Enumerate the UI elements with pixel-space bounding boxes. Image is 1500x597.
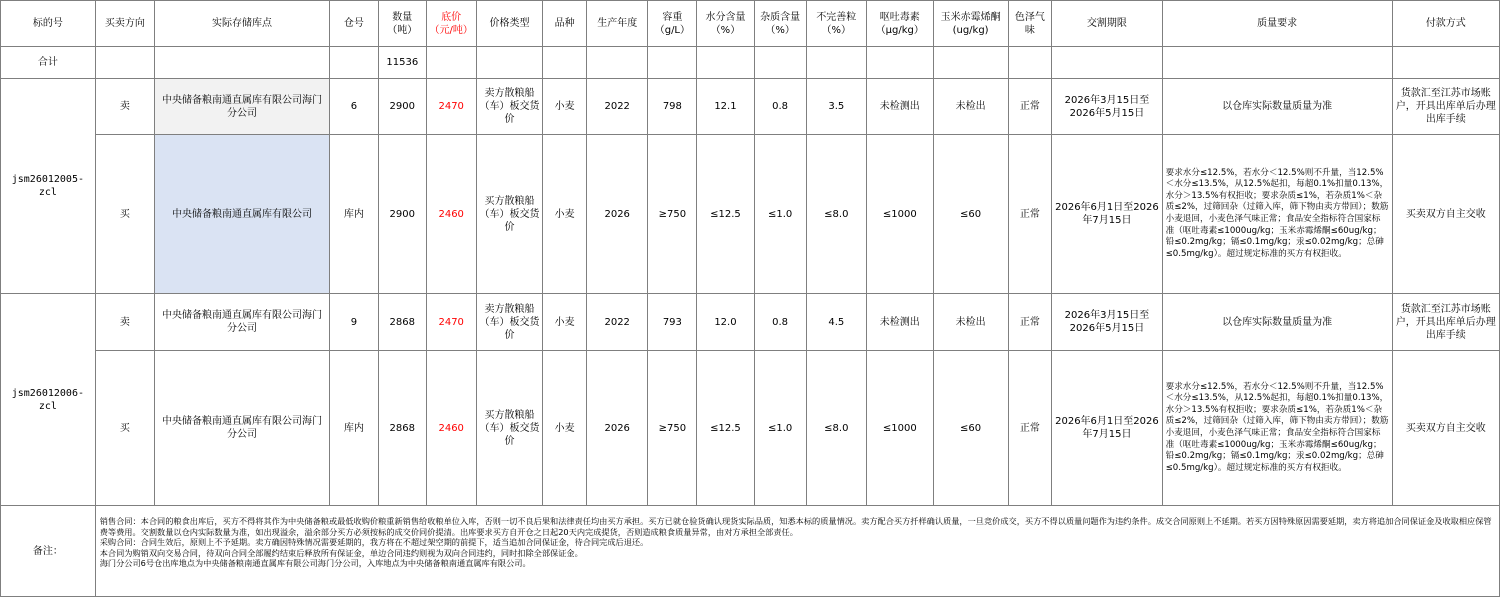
header-floor-price — [426, 1, 476, 47]
notes-row — [1, 506, 1500, 597]
header-impurity-line2: （%） — [765, 24, 795, 36]
don-cell: 未检测出 — [867, 79, 934, 135]
location-cell: 中央储备粮南通直属库有限公司 — [155, 135, 330, 294]
zen-cell: ≤60 — [933, 351, 1008, 506]
impurity-cell: 0.8 — [754, 79, 806, 135]
imperfect-cell: ≤8.0 — [806, 351, 866, 506]
header-zen — [933, 1, 1008, 47]
header-density-line1: 容重 — [662, 11, 683, 23]
zen-cell: 未检出 — [933, 79, 1008, 135]
quantity-cell: 2900 — [378, 135, 426, 294]
header-quantity-line2: （吨） — [387, 24, 418, 36]
header-don-line1: 呕吐毒素 — [879, 11, 920, 23]
impurity-cell: ≤1.0 — [754, 351, 806, 506]
header-don — [867, 1, 934, 47]
header-variety: 品种 — [543, 1, 587, 47]
price-cell: 2470 — [426, 294, 476, 351]
don-cell: ≤1000 — [867, 135, 934, 294]
density-cell: ≥750 — [648, 351, 697, 506]
quantity-cell: 2900 — [378, 79, 426, 135]
period-cell: 2026年3月15日至2026年5月15日 — [1052, 79, 1162, 135]
header-color-line1: 色泽气 — [1014, 11, 1045, 23]
warehouse-cell: 6 — [329, 79, 378, 135]
moisture-cell: 12.1 — [697, 79, 754, 135]
notes-line-purchase: 采购合同：合同生效后，原则上不予延期。卖方确因特殊情况需要延期的，我方将在不超过架空期的前提下，适当追加合同保证金，待合同完成后退还。 — [99, 537, 649, 548]
lot-number: jsm26012005-zcl — [1, 79, 96, 294]
header-row — [1, 1, 1500, 47]
table-row — [1, 135, 1500, 294]
imperfect-cell: ≤8.0 — [806, 135, 866, 294]
year-cell: 2026 — [587, 351, 648, 506]
header-color-line2: 味 — [1024, 24, 1035, 36]
price-cell: 2470 — [426, 79, 476, 135]
total-row — [1, 47, 1500, 79]
direction-cell: 买 — [95, 135, 154, 294]
quantity-cell: 2868 — [378, 351, 426, 506]
direction-cell: 卖 — [95, 294, 154, 351]
density-cell: ≥750 — [648, 135, 697, 294]
location-cell: 中央储备粮南通直属库有限公司海门分公司 — [155, 351, 330, 506]
density-cell: 793 — [648, 294, 697, 351]
impurity-cell: 0.8 — [754, 294, 806, 351]
table-row — [1, 294, 1500, 351]
header-quantity — [378, 1, 426, 47]
header-direction: 买卖方向 — [95, 1, 154, 47]
payment-cell: 货款汇至江苏市场账户，开具出库单后办理出库手续 — [1392, 79, 1499, 135]
color-cell: 正常 — [1008, 135, 1052, 294]
price-type-cell: 卖方散粮船（车）板交货价 — [476, 79, 543, 135]
don-cell: ≤1000 — [867, 351, 934, 506]
payment-cell: 货款汇至江苏市场账户，开具出库单后办理出库手续 — [1392, 294, 1499, 351]
header-payment: 付款方式 — [1392, 1, 1499, 47]
variety-cell: 小麦 — [543, 135, 587, 294]
year-cell: 2022 — [587, 79, 648, 135]
header-density — [648, 1, 697, 47]
quality-cell: 要求水分≤12.5%，若水分＜12.5%则不升量，当12.5%＜水分≤13.5%，从12.5%起扣，每超0.1%扣量0.13%，水分＞13.5%有权拒收；要求杂质≤1%，若杂质1%＜杂质≤2%，过筛回杂（过筛入库，筛下物由卖方带回）；数筋小麦退回，小麦色泽气味正常；食品安全指标符合国家标准（呕吐毒素≤1000ug/kg；玉米赤霉烯酮≤60ug/kg；铅≤0.2mg/kg；镉≤0.1mg/kg；汞≤0.02mg/kg；总砷≤0.5mg/kg）。超过规定标准的买方有权拒收。 — [1162, 351, 1392, 506]
period-cell: 2026年6月1日至2026年7月15日 — [1052, 135, 1162, 294]
warehouse-cell: 9 — [329, 294, 378, 351]
header-moisture-line2: （%） — [710, 24, 741, 36]
moisture-cell: ≤12.5 — [697, 135, 754, 294]
header-quantity-line1: 数量 — [392, 11, 413, 23]
impurity-cell: ≤1.0 — [754, 135, 806, 294]
zen-cell: ≤60 — [933, 135, 1008, 294]
header-zen-line2: (ug/kg) — [952, 24, 989, 36]
total-quantity: 11536 — [378, 47, 426, 79]
lot-number: jsm26012006-zcl — [1, 294, 96, 506]
header-lot-no: 标的号 — [1, 1, 96, 47]
header-floor-price-line2: （元/吨） — [429, 24, 473, 36]
quality-cell: 以仓库实际数量质量为准 — [1162, 294, 1392, 351]
location-cell: 中央储备粮南通直属库有限公司海门分公司 — [155, 79, 330, 135]
price-type-cell: 买方散粮船（车）板交货价 — [476, 135, 543, 294]
warehouse-cell: 库内 — [329, 351, 378, 506]
notes-line-bilateral: 本合同为购销双向交易合同，待双向合同全部履约结束后释放所有保证金，单边合同违约则视为双向合同违约，同时扣除全部保证金。 — [99, 547, 583, 558]
header-impurity — [754, 1, 806, 47]
header-moisture — [697, 1, 754, 47]
warehouse-cell: 库内 — [329, 135, 378, 294]
year-cell: 2026 — [587, 135, 648, 294]
header-quality: 质量要求 — [1162, 1, 1392, 47]
header-don-line2: （μg/kg） — [875, 24, 924, 36]
imperfect-cell: 4.5 — [806, 294, 866, 351]
header-moisture-line1: 水分含量 — [705, 11, 746, 23]
notes-label: 备注： — [1, 506, 96, 597]
notes-text — [95, 506, 1499, 597]
header-price-type: 价格类型 — [476, 1, 543, 47]
table-row — [1, 351, 1500, 506]
price-type-cell: 买方散粮船（车）板交货价 — [476, 351, 543, 506]
header-zen-line1: 玉米赤霉烯酮 — [940, 11, 1001, 23]
period-cell: 2026年3月15日至2026年5月15日 — [1052, 294, 1162, 351]
header-year: 生产年度 — [587, 1, 648, 47]
header-floor-price-line1: 底价 — [441, 11, 462, 23]
color-cell: 正常 — [1008, 79, 1052, 135]
header-imperfect-line2: （%） — [821, 24, 852, 36]
header-period: 交割期限 — [1052, 1, 1162, 47]
direction-cell: 卖 — [95, 79, 154, 135]
quality-cell: 以仓库实际数量质量为准 — [1162, 79, 1392, 135]
table-row — [1, 79, 1500, 135]
header-density-line2: （g/L） — [654, 24, 691, 36]
header-imperfect-line1: 不完善粒 — [816, 11, 857, 23]
don-cell: 未检测出 — [867, 294, 934, 351]
color-cell: 正常 — [1008, 351, 1052, 506]
color-cell: 正常 — [1008, 294, 1052, 351]
variety-cell: 小麦 — [543, 294, 587, 351]
payment-cell: 买卖双方自主交收 — [1392, 135, 1499, 294]
header-color — [1008, 1, 1052, 47]
header-warehouse: 仓号 — [329, 1, 378, 47]
period-cell: 2026年6月1日至2026年7月15日 — [1052, 351, 1162, 506]
direction-cell: 买 — [95, 351, 154, 506]
header-location: 实际存储库点 — [155, 1, 330, 47]
header-imperfect — [806, 1, 866, 47]
price-cell: 2460 — [426, 135, 476, 294]
quality-cell: 要求水分≤12.5%，若水分＜12.5%则不升量，当12.5%＜水分≤13.5%，从12.5%起扣，每超0.1%扣量0.13%，水分＞13.5%有权拒收；要求杂质≤1%，若杂质1%＜杂质≤2%，过筛回杂（过筛入库，筛下物由卖方带回）；数筋小麦退回，小麦色泽气味正常；食品安全指标符合国家标准（呕吐毒素≤1000ug/kg；玉米赤霉烯酮≤60ug/kg；铅≤0.2mg/kg；镉≤0.1mg/kg；汞≤0.02mg/kg；总砷≤0.5mg/kg）。超过规定标准的买方有权拒收。 — [1162, 135, 1392, 294]
quantity-cell: 2868 — [378, 294, 426, 351]
notes-line-sales: 销售合同：本合同的粮食出库后，买方不得将其作为中央储备粮或最低收购价粮重新销售给收粮单位入库，否则一切不良后果和法律责任均由买方承担。买方已就仓验货确认现货实际品质，知悉本标的质量情况。卖方配合买方扦样确认质量，一旦竞价成交，买方不得以质量问题作为违约条件。成交合同原则上不延期。若买方因特殊原因需要延期，卖方将追加合同保证金及收取相应保管费等费用。交割数量以仓内实际数量为准，如出现溢余，溢余部分买方必须按标的成交价同价提清。出库要求买方自开仓之日起20天内完成提货，否则造成粮食质量异常，由对方承担全部责任。 — [99, 516, 1492, 537]
location-cell: 中央储备粮南通直属库有限公司海门分公司 — [155, 294, 330, 351]
price-type-cell: 卖方散粮船（车）板交货价 — [476, 294, 543, 351]
notes-line-location: 海门分公司6号仓出库地点为中央储备粮南通直属库有限公司海门分公司，入库地点为中央储备粮南通直属库有限公司。 — [99, 558, 531, 569]
total-label: 合计 — [1, 47, 96, 79]
imperfect-cell: 3.5 — [806, 79, 866, 135]
variety-cell: 小麦 — [543, 351, 587, 506]
price-cell: 2460 — [426, 351, 476, 506]
density-cell: 798 — [648, 79, 697, 135]
payment-cell: 买卖双方自主交收 — [1392, 351, 1499, 506]
zen-cell: 未检出 — [933, 294, 1008, 351]
variety-cell: 小麦 — [543, 79, 587, 135]
moisture-cell: 12.0 — [697, 294, 754, 351]
year-cell: 2022 — [587, 294, 648, 351]
moisture-cell: ≤12.5 — [697, 351, 754, 506]
header-impurity-line1: 杂质含量 — [760, 11, 801, 23]
